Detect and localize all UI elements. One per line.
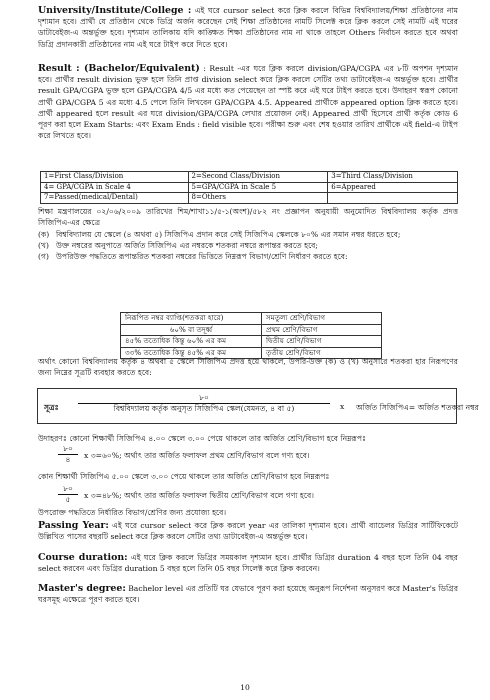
duration-heading: Course duration: xyxy=(38,552,128,563)
formula-denominator: বিশ্ববিদ্যালয় কর্তৃক অনুসৃত সিজিপিএ স্কেল(যেমনত, ৪ বা ৫) xyxy=(113,404,295,413)
formula-result: অর্জিত সিজিপিএ= অর্জিত শতকরা নম্বর xyxy=(356,403,479,412)
example-intro-text: উদাহরণঃ কোনো শিক্ষার্থী সিজিপিএ ৪.০০ স্কেলে ৩.০০ পেয়ে থাকলে তার অর্জিত শ্রেণি/বিভাগ হবে নিম্নরূপঃ xyxy=(38,434,367,443)
formula-numerator: ৮০ xyxy=(199,393,209,402)
table-cell: 2=Second Class/Division xyxy=(188,172,328,183)
example1-numerator: ৮০ xyxy=(63,444,73,453)
table-row xyxy=(41,182,458,193)
institute-text: এই ঘরে cursor select করে ক্লিক করলে বিভিন্ন বিশ্ববিদ্যালয়/শিক্ষা প্রতিষ্ঠানের নাম দৃশ্যমান হবে। প্রার্থী যে প্রতিষ্ঠান থেকে ডিগ্রি অর্জন করেছেন সেই শিক্ষা প্রতিষ্ঠানের নামটি সিলেক্ট করে ক্লিক করলে সেই নামটি এই ঘরের ডাটাবেইজ-এ অন্তর্ভুক্ত হবে। দৃশ্যমান তালিকায় যদি কাঙ্ক্ষিত শিক্ষা প্রতিষ্ঠানের নাম না থাকে তাহলে Others নির্বাচন করতে হবে অথবা ডিগ্রি প্রদানকারী প্রতিষ্ঠানের নাম এই ঘরে টাইপ করে দিতে হবে। xyxy=(38,6,459,49)
result-options-table xyxy=(40,171,458,204)
passing-paragraph xyxy=(38,520,458,542)
rules-list xyxy=(38,229,458,263)
table-row xyxy=(41,193,458,204)
table-cell: 5=GPA/CGPA in Scale 5 xyxy=(188,182,328,193)
institute-heading: University/Institute/College : xyxy=(38,5,192,16)
formula-fraction xyxy=(78,393,330,414)
table-cell: 4= GPA/CGPA in Scale 4 xyxy=(41,182,189,193)
table-row xyxy=(121,336,382,348)
result-heading: Result : (Bachelor/Equivalent) xyxy=(38,63,200,74)
example-mid xyxy=(38,471,458,482)
example-mid-text: কোন শিক্ষার্থী সিজিপিএ ৫.০০ স্কেলে ৩.০০ পেয়ে থাকলে তার অর্জিত শ্রেণি/বিভাগ হবে নিম্নরূপঃ xyxy=(38,472,330,481)
table-row xyxy=(41,172,458,183)
passing-heading: Passing Year: xyxy=(38,520,109,531)
formula-intro xyxy=(38,356,458,378)
formula-label: সূত্রঃ xyxy=(44,403,59,412)
list-item xyxy=(38,251,458,262)
duration-text: এই ঘরে ক্লিক করলে ডিগ্রির সময়কাল দৃশ্যমান হবে। প্রার্থীর ডিগ্রির duration 4 বছর হলে তিনি 04 বছর select করবেন এবং ডিগ্রির duration 5 বছর হলে তিনি 05 বছর সিলেক্ট করে ক্লিক করবেন। xyxy=(38,553,458,574)
table-cell: 1=First Class/Division xyxy=(41,172,189,183)
table-cell: ৪৫% ততোধিক কিন্তু ৬০% এর কম xyxy=(121,336,262,348)
result-text: : Result -এর ঘরে ক্লিক করলে division/GPA/CGPA এর ৮টি অপশন দৃশ্যমান হবে। প্রার্থীর result division ভুক্ত হলে তিনি প্রাপ্ত division select করে ক্লিক করলে সেটির তথ্য ডাটাবেইজ-এ অন্তর্ভুক্ত হবে। প্রার্থীর result GPA/CGPA ভুক্ত হলে GPA/CGPA 4/5 এর মধ্যে কত পেয়েছেন তা স্পষ্ট করে এই ঘরে টাইপ করতে হবে। উদাহরণ স্বরূপ কোনো প্রার্থী GPA/CGPA 5 এর মধ্যে 4.5 পেলে তিনি লিখবেন GPA/CGPA 4.5. Appeared প্রার্থীকে appeared option ক্লিক করতে হবে। প্রার্থী appeared হলে result এর ঘরে division/GPA/CGPA লেখার প্রয়োজন নেই। Appeared প্রার্থী হিসেবে প্রার্থী কর্তৃক কোড 6 পূরণ করা হলে Exam Starts: এবং Exam Ends : field visible হবে। পরীক্ষা শুরু এবং শেষ হওয়ার তারিখ প্রার্থীকে এই field-এ টাইপ করে লিখতে হবে। xyxy=(38,64,458,141)
duration-paragraph xyxy=(38,552,458,574)
class-table xyxy=(120,312,382,359)
masters-text: Bachelor level এর প্রতিটি ঘর যেভাবে পূরণ করা হয়েছে অনুরূপ নির্দেশনা অনুসরণ করে Master's ডিগ্রির ঘরসমূহ এক্ষেত্রে পূরণ করতে হবে। xyxy=(38,584,458,605)
ministry-text: শিক্ষা মন্ত্রণালয়ের ০২/০৬/২০০৯ তারিখের শিম/শাখা১১/৫-১(অংশ)/৫৮২ নং প্রজ্ঞাপন অনুযায়ী অনুমোদিত বিশ্ববিদ্যালয় কর্তৃক প্রদত্ত সিজিপিএ-এর ক্ষেত্রে xyxy=(38,207,458,228)
example1-denominator: ৪ xyxy=(65,455,71,464)
example1-text: x ৩=৬০%; অর্থাৎ তার অর্জিত ফলাফল প্রথম শ্রেণি/বিভাগ বলে গণ্য হবে। xyxy=(84,451,310,460)
table-cell: ৬০% বা তদূর্ধ্ব xyxy=(121,324,262,336)
list-item xyxy=(38,240,458,251)
table-row xyxy=(121,324,382,336)
list-key: (খ) xyxy=(38,241,49,251)
example2-denominator: ৫ xyxy=(65,495,71,504)
example-intro xyxy=(38,433,458,444)
page-number: 10 xyxy=(240,683,250,692)
formula-intro-text: অর্থাৎ কোনো বিশ্ববিদ্যালয় কর্তৃক ৪ অথবা ৫ স্কেলে সিজিপিএ প্রদত্ত হয়ে থাকলে, উপরি-উক্ত (ক) ও (খ) অনুসারে শতকরা হার নিরূপণের জন্য নিম্নের সূত্রটি ব্যবহার করতে হবে: xyxy=(38,357,458,378)
example-note xyxy=(38,507,458,518)
list-key: (ক) xyxy=(38,230,50,239)
table-cell: তৃতীয় শ্রেণি/বিভাগ xyxy=(262,347,382,359)
table-header-cell: নিরূপিত নম্বর ব্যাপ্তি(শতকরা হারে) xyxy=(121,313,262,325)
ministry-paragraph xyxy=(38,206,458,228)
example1-fraction xyxy=(58,444,78,465)
list-text: উক্ত নম্বরের অনুপাতে অর্জিত সিজিপিএ এর নম্বরকে শতকরা নম্বরে রূপান্তর করতে হবে; xyxy=(56,241,318,251)
example2-numerator: ৮০ xyxy=(63,484,73,493)
example2-fraction xyxy=(58,484,78,505)
list-item xyxy=(38,229,458,240)
example2-text: x ৩=৪৮%; অর্থাৎ তার অর্জিত ফলাফল দ্বিতীয় শ্রেণি/বিভাগ বলে গণ্য হবে। xyxy=(84,491,314,500)
table-cell: 3=Third Class/Division xyxy=(328,172,458,183)
list-text: উপরিউক্ত পদ্ধতিতে রূপান্তরিত শতকরা নম্বরের ভিত্তিতে নিম্নরূপ বিভাগ/শ্রেণি নির্ধারণ করতে হবে: xyxy=(56,252,348,262)
table-cell: 8=Others xyxy=(188,193,328,204)
masters-paragraph xyxy=(38,583,458,605)
table-cell: প্রথম শ্রেণি/বিভাগ xyxy=(262,324,382,336)
table-header-cell: সমতুল্য শ্রেণি/বিভাগ xyxy=(262,313,382,325)
table-cell: ৩৩% ততোধিক কিন্তু ৪৫% এর কম xyxy=(121,347,262,359)
table-cell: দ্বিতীয় শ্রেণি/বিভাগ xyxy=(262,336,382,348)
table-cell: 7=Passed(medical/Dental) xyxy=(41,193,189,204)
table-cell xyxy=(328,193,458,204)
institute-paragraph xyxy=(38,5,458,50)
list-key: (গ) xyxy=(38,252,49,262)
formula-box xyxy=(37,388,479,424)
list-text: বিশ্ববিদ্যালয় যে স্কেলে (৪ অথবা ৫) সিজিপিএ প্রদান করে সেই সিজিপিএ স্কেলকে ৮০% এর সমান নম্বর ধরতে হবে; xyxy=(56,230,401,239)
table-header-row xyxy=(121,313,382,325)
masters-heading: Master's degree: xyxy=(38,583,126,594)
formula-times: x xyxy=(340,402,345,411)
table-cell: 6=Appeared xyxy=(328,182,458,193)
passing-text: এই ঘরে cursor select করে ক্লিক করলে year এর তালিকা দৃশ্যমান হবে। প্রার্থী ব্যাচেলর ডিগ্রির সার্টিফিকেটে উল্লিখিত পাসের বছরটি select করে ক্লিক করলে সেটির তথ্য ডাটাবেইজ-এ অন্তর্ভুক্ত হবে। xyxy=(38,521,458,542)
example-note-text: উপরোক্ত পদ্ধতিতে নির্ধারিত বিভাগ/শ্রেণির জন্য প্রযোজ্য হবে। xyxy=(38,508,227,517)
result-paragraph xyxy=(38,63,458,141)
